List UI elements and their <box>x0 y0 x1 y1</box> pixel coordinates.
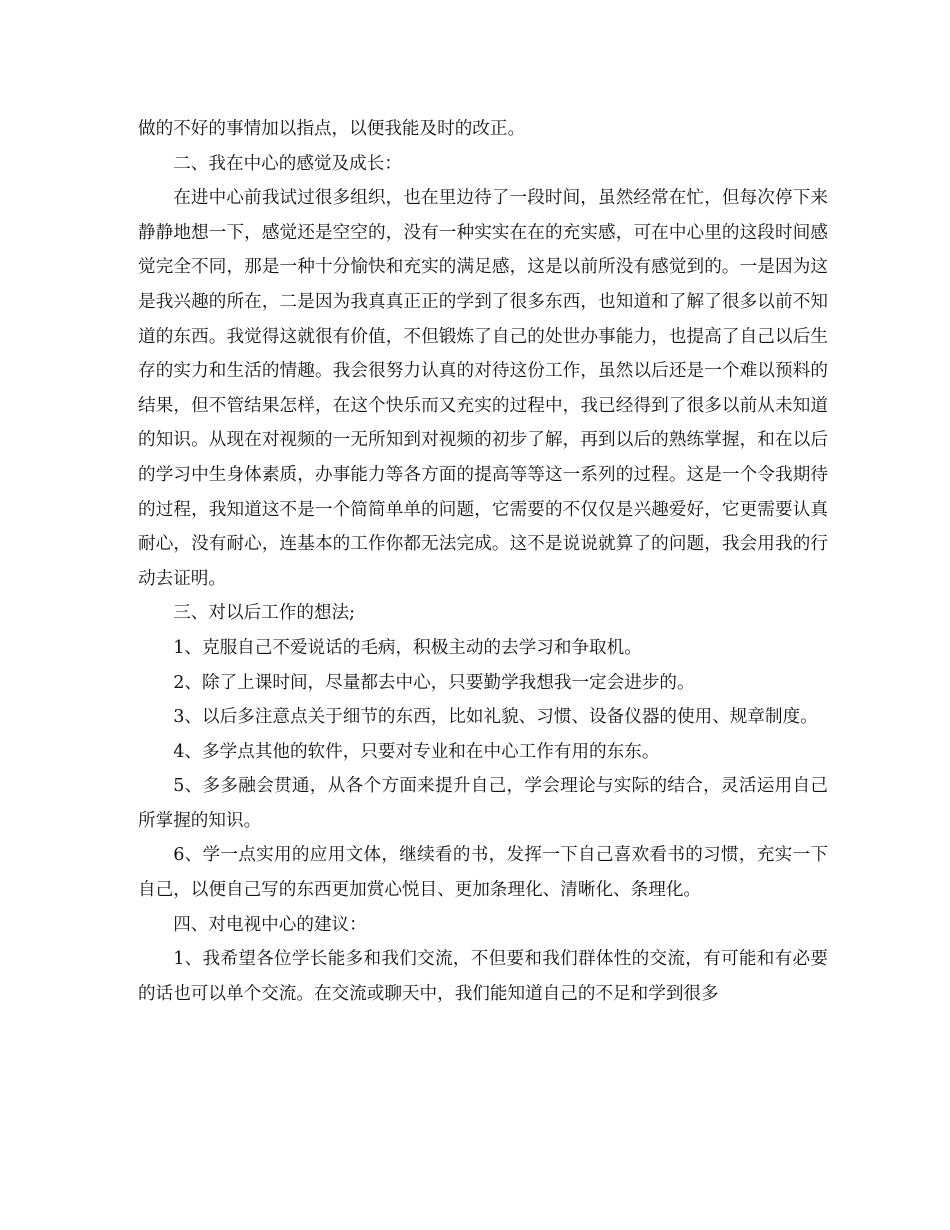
list-item-2: 2、除了上课时间，尽量都去中心，只要勤学我想我一定会进步的。 <box>173 672 695 693</box>
section-heading-suggestions: 四、对电视中心的建议： <box>173 914 367 935</box>
paragraph-feelings-growth: 在进中心前我试过很多组织，也在里边待了一段时间，虽然经常在忙，但每次停下来静静地想一下，感觉还是空空的，没有一种实实在在的充实感，可在中心里的这段时间感觉完全不同，那是一种十分愉快和充实的满足感，这是以前所没有感觉到的。一是因为这是我兴趣的所在，二是因为我真真正正的学到了很多东西，也知道和了解了很多以前不知道的东西。我觉得这就很有价值，不但锻炼了自己的处世办事能力，也提高了自己以后生存的实力和生活的情趣。我会很努力认真的对待这份工作，虽然以后还是一个难以预料的结果，但不管结果怎样，在这个快乐而又充实的过程中，我已经得到了很多以前从未知道的知识。从现在对视频的一无所知到对视频的初步了解，再到以后的熟练掌握，和在以后的学习中生身体素质，办事能力等各方面的提高等等这一系列的过程。这是一个令我期待的过程，我知道这不是一个简简单单的问题，它需要的不仅仅是兴趣爱好，它更需要认真耐心，没有耐心，连基本的工作你都无法完成。这不是说说就算了的问题，我会用我的行动去证明。 <box>138 188 828 589</box>
document-body <box>138 112 828 1011</box>
section-heading-future-work: 三、对以后工作的想法; <box>173 603 356 624</box>
paragraph-continued: 做的不好的事情加以指点，以便我能及时的改正。 <box>138 119 526 139</box>
list-item-6: 6、学一点实用的应用文体，继续看的书，发挥一下自己喜欢看书的习惯，充实一下自己，以便自己写的东西更加赏心悦目、更加条理化、清晰化、条理化。 <box>138 845 828 901</box>
list-item-3: 3、以后多注意点关于细节的东西，比如礼貌、习惯、设备仪器的使用、规章制度。 <box>173 707 818 728</box>
list-item-5: 5、多多融会贯通，从各个方面来提升自己，学会理论与实际的结合，灵活运用自己所掌握的知识。 <box>138 776 828 831</box>
suggestion-item-1: 1、我希望各位学长能多和我们交流，不但要和我们群体性的交流，有可能和有必要的话也可以单个交流。在交流或聊天中，我们能知道自己的不足和学到很多 <box>138 949 828 1004</box>
section-heading-feelings-growth: 二、我在中心的感觉及成长： <box>173 153 402 174</box>
list-item-1: 1、克服自己不爱说话的毛病，积极主动的去学习和争取机。 <box>173 637 642 658</box>
list-item-4: 4、多学点其他的软件，只要对专业和在中心工作有用的东东。 <box>173 741 660 762</box>
